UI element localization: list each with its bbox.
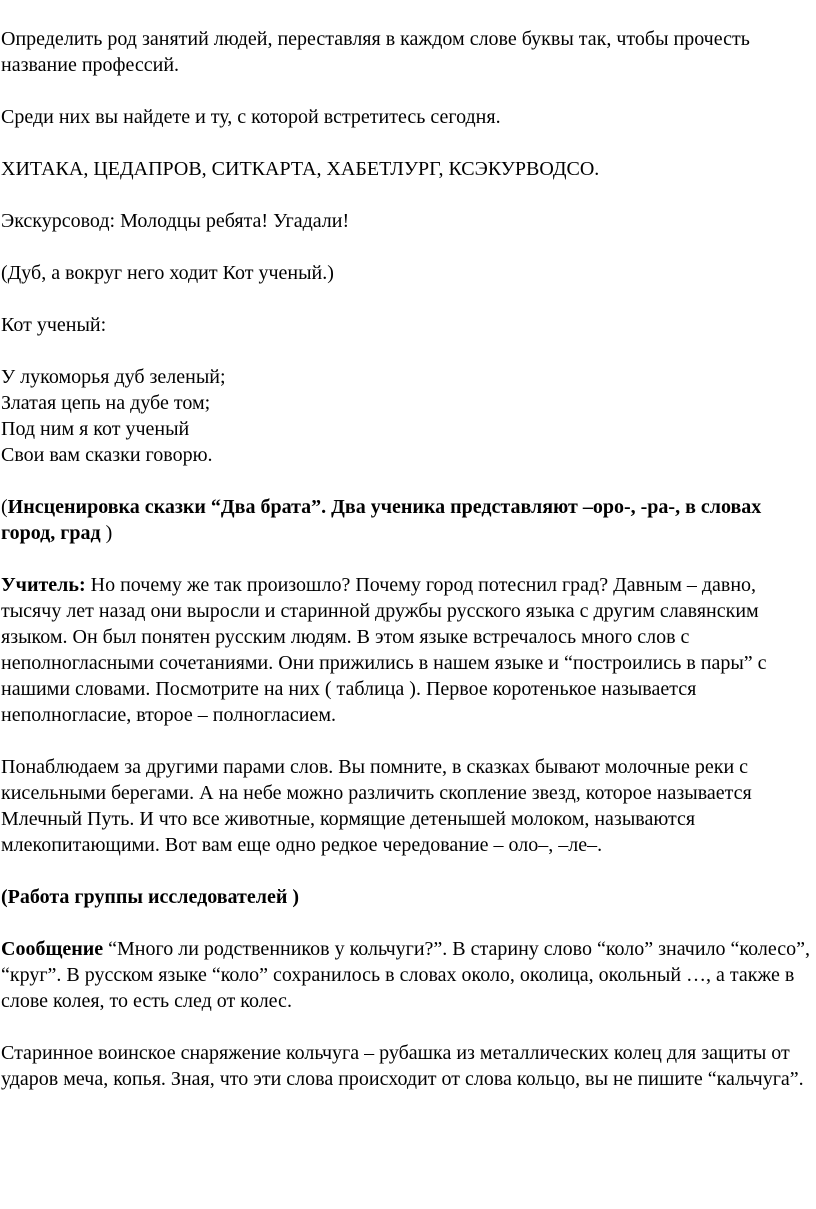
chainmail-paragraph: Старинное воинское снаряжение кольчуга – рубашка из металлических колец для защиты от ударов меча, копья. Зная, что эти слова происходит от слова кольцо, вы не пишите “кальчуга”. <box>1 1042 804 1090</box>
teacher-text: Но почему же так произошло? Почему город потеснил град? Давным – давно, тысячу лет назад они выросли и старинной дружбы русского языка с другим славянским языком. Он был понятен русским людям. В этом языке встречалось много слов с неполногласными сочетаниями. Они прижились в нашем языке и “построились в пары” с нашими словами. Посмотрите на них ( таблица ). Первое коротенькое называется неполногласие, второе – полногласием. <box>1 574 767 726</box>
poem <box>1 364 812 468</box>
research-group-label: (Работа группы исследователей ) <box>1 886 300 908</box>
poem-line: У лукоморья дуб зеленый; <box>1 366 226 388</box>
poem-line: Под ним я кот ученый <box>1 418 190 440</box>
anagram-words: ХИТАКА, ЦЕДАПРОВ, СИТКАРТА, ХАБЕТЛУРГ, КСЭКУРВОДСО. <box>1 158 600 180</box>
teacher-paragraph <box>1 572 812 728</box>
open-paren: ( <box>1 496 8 518</box>
stage-direction: (Дуб, а вокруг него ходит Кот ученый.) <box>1 262 334 284</box>
teacher-label: Учитель: <box>1 574 86 596</box>
staging-note <box>1 494 812 546</box>
guide-line: Экскурсовод: Молодцы ребята! Угадали! <box>1 210 350 232</box>
research-group-heading <box>1 884 812 910</box>
staging-note-bold: Инсценировка сказки “Два брата”. Два ученика представляют –оро-, -ра-, в словах город, град <box>1 496 762 544</box>
message-label: Сообщение <box>1 938 104 960</box>
close-paren: ) <box>100 522 113 544</box>
message-paragraph <box>1 936 812 1014</box>
document-page <box>0 26 816 1092</box>
observation-paragraph: Понаблюдаем за другими парами слов. Вы помните, в сказках бывают молочные реки с кисельными берегами. А на небе можно различить скопление звезд, которое называется Млечный Путь. И что все животные, кормящие детенышей молоком, называются млекопитающими. Вот вам еще одно редкое чередование – оло–, –ле–. <box>1 756 752 856</box>
poem-line: Златая цепь на дубе том; <box>1 392 211 414</box>
message-text: “Много ли родственников у кольчуги?”. В старину слово “коло” значило “колесо”, “круг”. В русском языке “коло” сохранилось в словах около, околица, окольный …, а также в слове колея, то есть след от колес. <box>1 938 810 1012</box>
hint-paragraph: Среди них вы найдете и ту, с которой встретитесь сегодня. <box>1 106 501 128</box>
speaker-label: Кот ученый: <box>1 314 107 336</box>
task-paragraph: Определить род занятий людей, переставляя в каждом слове буквы так, чтобы прочесть название профессий. <box>1 28 750 76</box>
poem-line: Свои вам сказки говорю. <box>1 444 213 466</box>
